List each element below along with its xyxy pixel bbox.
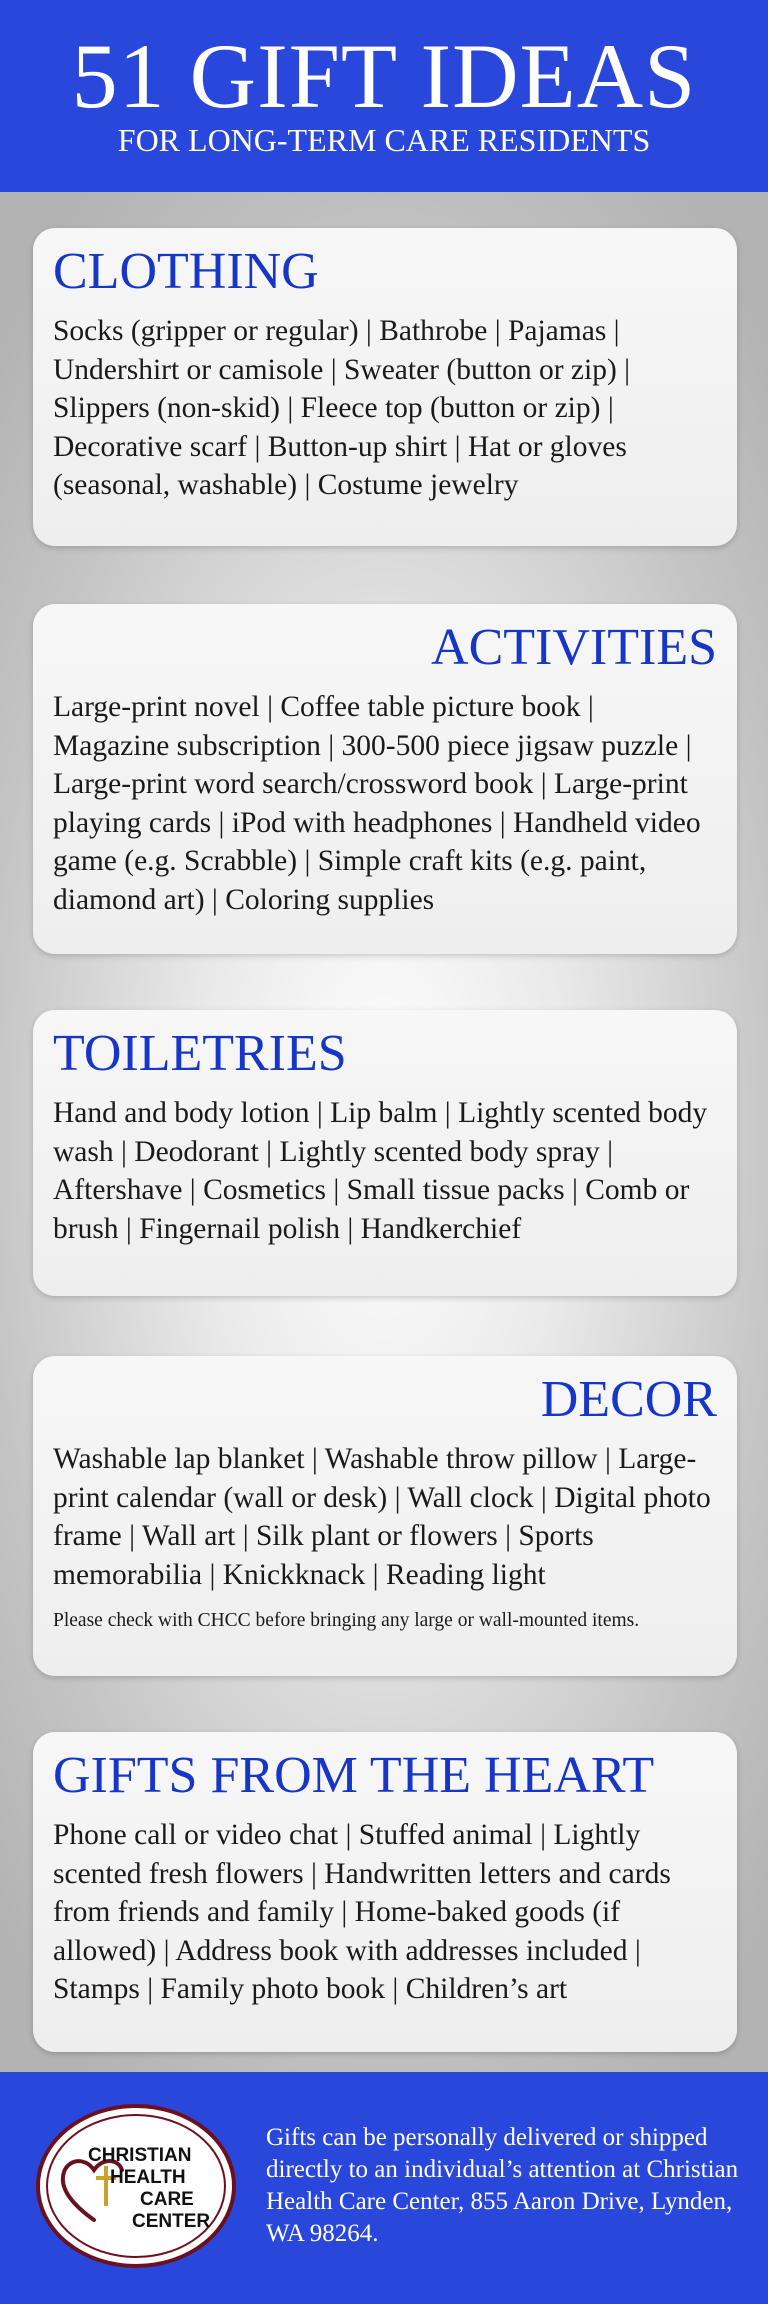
decor-note: Please check with CHCC before bringing any large or wall-mounted items. xyxy=(53,1610,640,1631)
gifts-from-heart-items: Phone call or video chat | Stuffed animal | Lightly scented fresh flowers | Handwritten letters and cards from friends and family | Home-baked goods (if allowed) | Address book with addresses included | Stamps | Family photo book | Children’s art xyxy=(53,1819,671,2005)
clothing-card xyxy=(33,228,737,546)
page-subtitle: FOR LONG-TERM CARE RESIDENTS xyxy=(117,122,651,158)
page-title: 51 GIFT IDEAS xyxy=(71,25,697,127)
logo-line: CARE xyxy=(140,2189,194,2210)
gifts-from-heart-card xyxy=(33,1732,737,2052)
logo-line: HEALTH xyxy=(110,2167,186,2188)
header-banner xyxy=(0,0,768,192)
delivery-info: Gifts can be personally delivered or shipped directly to an individual’s attention at Christian Health Care Center, 855 Aaron Drive, Lynden, WA 98264. xyxy=(266,2124,739,2247)
chcc-logo xyxy=(36,2104,236,2268)
activities-card xyxy=(33,604,737,954)
gifts-from-heart-heading: GIFTS FROM THE HEART xyxy=(53,1747,655,1804)
toiletries-items: Hand and body lotion | Lip balm | Lightly scented body wash | Deodorant | Lightly scented body spray | Aftershave | Cosmetics | Small tissue packs | Comb or brush | Fingernail polish | Handkerchief xyxy=(53,1097,708,1245)
toiletries-card xyxy=(33,1010,737,1296)
logo-line: CHRISTIAN xyxy=(88,2145,192,2166)
footer-banner xyxy=(0,2072,768,2304)
activities-heading: ACTIVITIES xyxy=(431,619,717,676)
decor-items: Washable lap blanket | Washable throw pillow | Large-print calendar (wall or desk) | Wall clock | Digital photo frame | Wall art | Silk plant or flowers | Sports memorabilia | Knickknack | Reading light xyxy=(53,1443,711,1591)
clothing-heading: CLOTHING xyxy=(53,243,319,300)
toiletries-heading: TOILETRIES xyxy=(53,1025,347,1082)
decor-card xyxy=(33,1356,737,1676)
clothing-items: Socks (gripper or regular) | Bathrobe | Pajamas | Undershirt or camisole | Sweater (button or zip) | Slippers (non-skid) | Fleece top (button or zip) | Decorative scarf | Button-up shirt | Hat or gloves (seasonal, washable) | Costume jewelry xyxy=(53,315,631,501)
logo-line: CENTER xyxy=(132,2211,211,2232)
activities-items: Large-print novel | Coffee table picture book | Magazine subscription | 300-500 piece jigsaw puzzle | Large-print word search/crossword book | Large-print playing cards | iPod with headphones | Handheld video game (e.g. Scrabble) | Simple craft kits (e.g. paint, diamond art) | Coloring supplies xyxy=(53,691,701,916)
decor-heading: DECOR xyxy=(540,1371,717,1428)
